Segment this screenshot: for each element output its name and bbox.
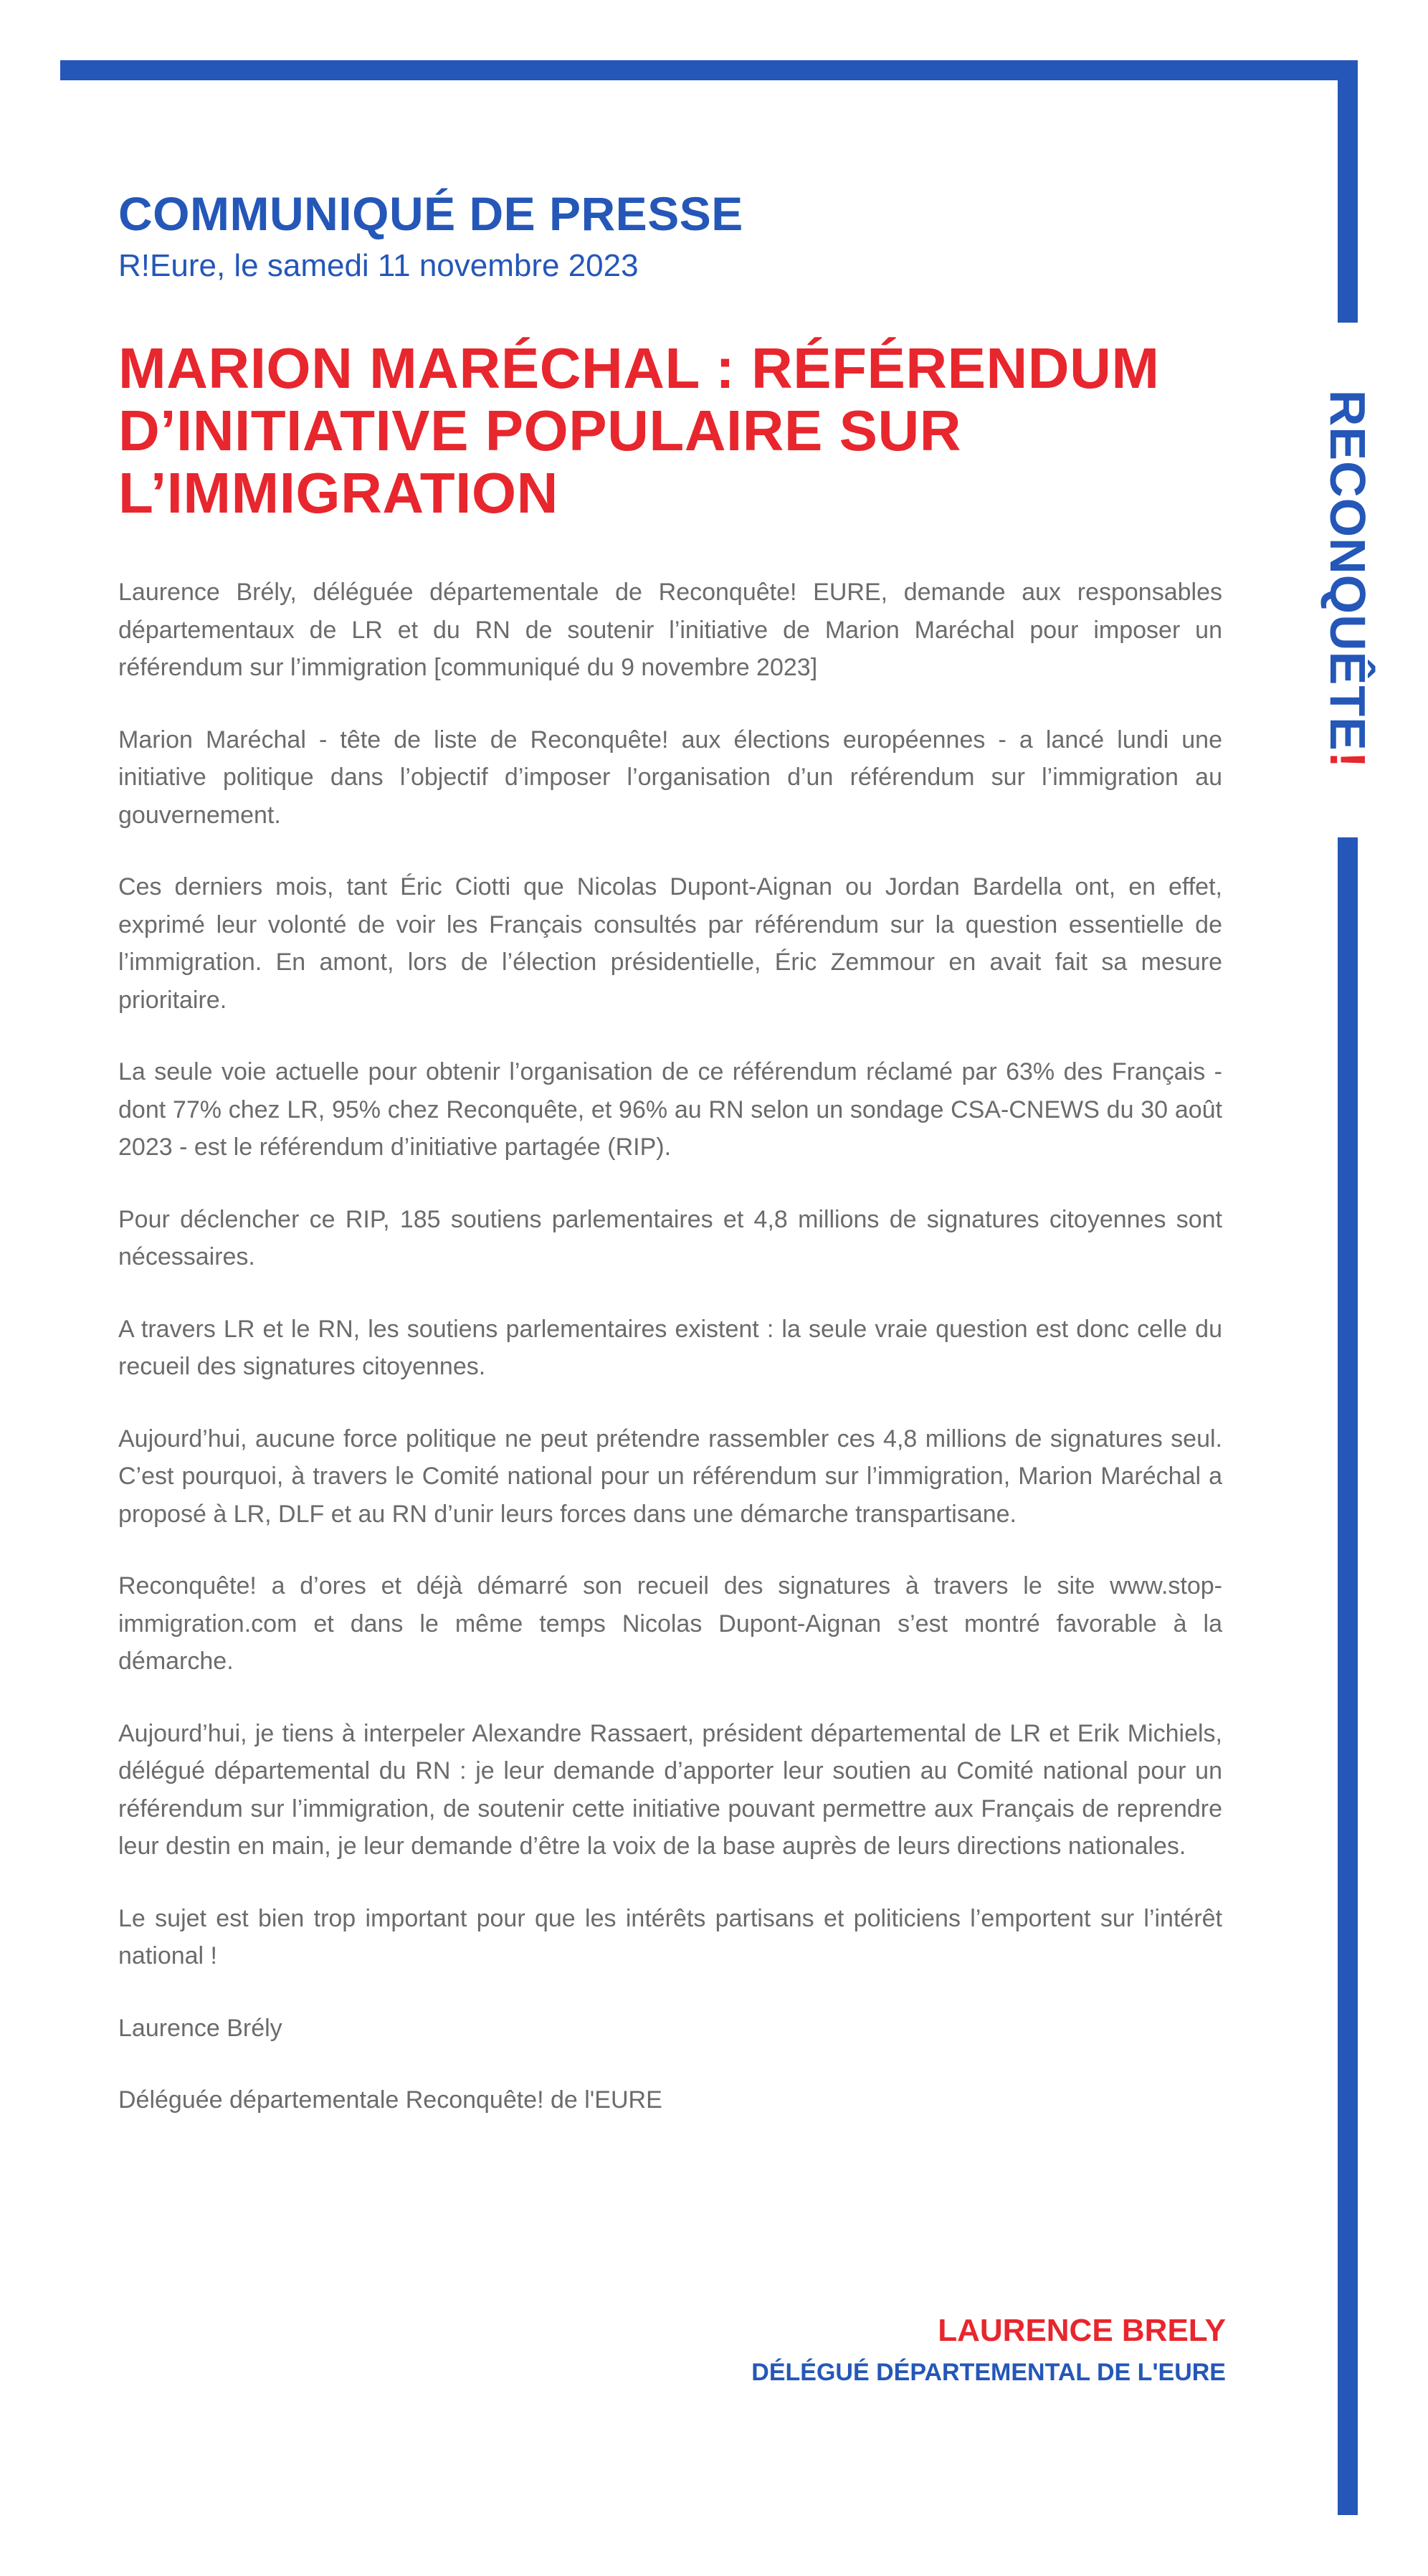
closing-name: Laurence Brély	[118, 2014, 282, 2042]
paragraph-5: Pour déclencher ce RIP, 185 soutiens parlementaires et 4,8 millions de signatures citoyennes sont nécessaires.	[118, 1205, 1222, 1270]
paragraph-2: Marion Maréchal - tête de liste de Reconquête! aux élections européennes - a lancé lundi une initiative politique dans l’objectif d’imposer l’organisation d’un référendum sur l’immigration au gouvernement.	[118, 726, 1222, 829]
closing-title: Déléguée départementale Reconquête! de l'EURE	[118, 2086, 662, 2114]
headline-line-2: D’INITIATIVE POPULAIRE SUR	[118, 399, 962, 462]
signature-role: DÉLÉGUÉ DÉPARTEMENTAL DE L'EURE	[751, 2359, 1226, 2386]
paragraph-4: La seule voie actuelle pour obtenir l’organisation de ce référendum réclamé par 63% des Français - dont 77% chez LR, 95% chez Reconquête, et 96% au RN selon un sondage CSA-CNEWS du 30 août 2023 - est le référendum d’initiative partagée (RIP).	[118, 1058, 1222, 1161]
right-frame-bar-bottom	[1338, 837, 1358, 2515]
paragraph-9: Aujourd’hui, je tiens à interpeler Alexandre Rassaert, président départemental de LR et Erik Michiels, délégué départemental du RN : je leur demande d’apporter leur soutien au Comité national pour un référendum sur l’immigration, de soutenir cette initiative pouvant permettre aux Français de reprendre leur destin en main, je leur demande d’être la voix de la base auprès de leurs directions nationales.	[118, 1719, 1222, 1860]
headline	[118, 337, 1237, 524]
paragraph-3: Ces derniers mois, tant Éric Ciotti que Nicolas Dupont-Aignan ou Jordan Bardella ont, en effet, exprimé leur volonté de voir les Français consultés par référendum sur la question essentielle de l’immigration. En amont, lors de l’élection présidentielle, Éric Zemmour en avait fait sa mesure prioritaire.	[118, 873, 1222, 1014]
top-frame-bar	[60, 60, 1358, 80]
body-text	[118, 574, 1222, 2154]
paragraph-10: Le sujet est bien trop important pour que les intérêts partisans et politiciens l’emportent sur l’intérêt national !	[118, 1904, 1222, 1969]
right-frame-bar-top	[1338, 60, 1358, 323]
paragraph-1: Laurence Brély, déléguée départementale de Reconquête! EURE, demande aux responsables départementaux de LR et du RN de soutenir l’initiative de Marion Maréchal pour imposer un référendum sur l’immigration [communiqué du 9 novembre 2023]	[118, 579, 1222, 681]
headline-line-1: MARION MARÉCHAL : RÉFÉRENDUM	[118, 336, 1160, 400]
logo-exclamation: !	[1320, 751, 1376, 769]
paragraph-8: Reconquête! a d’ores et déjà démarré son recueil des signatures à travers le site www.stop-immigration.com et dans le même temps Nicolas Dupont-Aignan s’est montré favorable à la démarche.	[118, 1572, 1222, 1675]
paragraph-6: A travers LR et le RN, les soutiens parlementaires existent : la seule vraie question est donc celle du recueil des signatures citoyennes.	[118, 1315, 1222, 1380]
logo-wordmark: RECONQUÊTE	[1320, 389, 1376, 751]
dateline: R!Eure, le samedi 11 novembre 2023	[118, 248, 639, 283]
press-release-kicker: COMMUNIQUÉ DE PRESSE	[118, 187, 743, 240]
signature-name: LAURENCE BRELY	[938, 2313, 1226, 2348]
paragraph-7: Aujourd’hui, aucune force politique ne peut prétendre rassembler ces 4,8 millions de signatures seul. C’est pourquoi, à travers le Comité national pour un référendum sur l’immigration, Marion Maréchal a proposé à LR, DLF et au RN d’unir leurs forces dans une démarche transpartisane.	[118, 1425, 1222, 1528]
headline-line-3: L’IMMIGRATION	[118, 461, 558, 525]
reconquete-logo	[1320, 389, 1376, 769]
